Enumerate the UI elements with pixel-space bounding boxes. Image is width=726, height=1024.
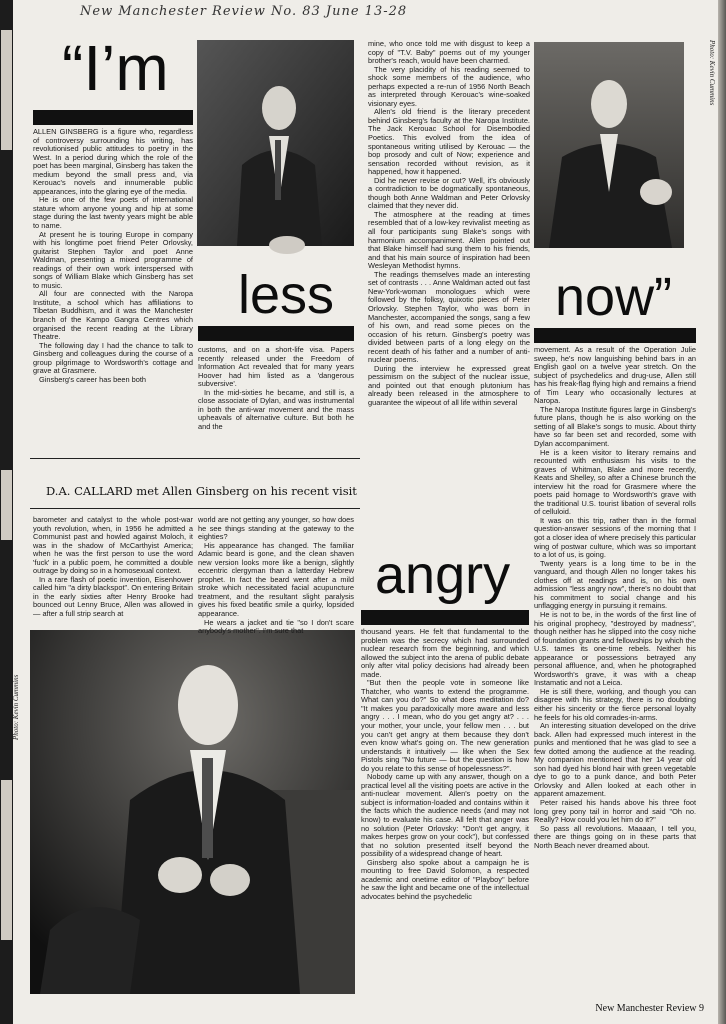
paragraph: During the interview he expressed great pessimism on the subject of the nuclear issue, and pointed out that enough plutonium has already been released in the atmosphere to guarantee the wipeout of all life within several xyxy=(368,363,530,407)
article-column-7 xyxy=(361,628,529,1000)
photo-credit-bottom: Photo: Kevin Cummins xyxy=(12,674,20,740)
divider-rule xyxy=(30,458,360,459)
divider-rule xyxy=(30,508,360,509)
article-column-5 xyxy=(33,516,193,626)
paragraph: He is a keen visitor to literary remains and recounted with enthusiasm his visits to the graves of Whitman, Blake and more recently, Keats and Shelley, so after a Chinese brunch the interview hit the road for Grasmere where the poets paid homage to Wordsworth's grave with the traditional U.S. tourist libation of several rolls of celluloid. xyxy=(534,447,696,517)
paragraph: He wears a jacket and tie "so I don't scare anybody's mother". I'm sure that xyxy=(198,617,354,636)
paragraph: ALLEN GINSBERG is a figure who, regardless of controversy surrounding his writing, has revolutionised public attitudes to poetry in the West. In a period during which the role of the poet has been marginal, Ginsberg has taken the medium beyond the small press and, via Kerouac's novels and innumerable public appearances, into the glaring eye of the media. xyxy=(33,127,193,196)
paragraph: He is still there, working, and though you can disagree with his strategy, there is no doubting either his sincerity or the fierce personal loyalty he feels for his old comrades-in-arms. xyxy=(534,686,696,722)
photo-credit-top: Photo: Kevin Cummins xyxy=(708,40,716,106)
paragraph: movement. As a result of the Operation Julie sweep, he's now languishing behind bars in an English gaol on a twelve year stretch. On the subject of psychedelics and drug-use, Allen still has his freak-flag flying high and remains a friend of Tim Leary who occasionally lectures at Naropa. xyxy=(534,345,696,406)
paragraph: customs, and on a short-life visa. Papers recently released under the Freedom of Information Act revealed that for many years Hoover had him listed as a 'dangerous subversive'. xyxy=(198,345,354,389)
right-page-edge xyxy=(718,0,726,1024)
paragraph: The very placidity of his reading seemed to shock some members of the audience, who perhaps expected a re-run of 1956 North Beach as interpreted through Kerouac's wine-soaked visionary eyes. xyxy=(368,64,530,108)
headline-bar xyxy=(361,610,529,625)
paragraph: world are not getting any younger, so how does he see things standing at the gateway to the eighties? xyxy=(198,515,354,542)
paragraph: In the mid-sixties he became, and still is, a close associate of Dylan, and was instrumental in both the anti-war movement and the mass upheavals of alternative culture. But both he and the xyxy=(198,387,354,431)
paragraph: "But then the people vote in someone like Thatcher, who wants to extend the programme. What can you do?" So what does meditation do? "It makes you paradoxically more aware and less angry . . . I mean, who do you get angry at? . . . your mother, your uncle, your fellow men . . . but you can't get angry at them because they don't even know what's going on. The new generation understands it intuitively — like when the Sex Pistols sing "No future — but the question is how do you relate to this sense of hopelessness?". xyxy=(361,678,529,773)
paragraph: Did he never revise or cut? Well, it's obviously a contradiction to be dogmatically spontaneous, though both Anne Waldman and Peter Orlovsky claimed that they never did. xyxy=(368,175,530,211)
edge-strip xyxy=(1,470,12,540)
paragraph: It was on this trip, rather than in the formal question-answer sessions of the morning that I got a closer idea of where precisely this particular wing of postwar culture, which was so important to a lot of us, is going. xyxy=(534,515,696,560)
article-column-6 xyxy=(198,515,354,636)
ginsberg-photo-bottom xyxy=(30,630,355,994)
ginsberg-photo-top-image xyxy=(197,40,354,246)
paragraph: In a rare flash of poetic invention, Eisenhower called him "a dirty blackspot". On entering Britain in the early sixties after Henry Brooke had bounced out Lenny Bruce, Allen was allowed in — after a full strip search at xyxy=(33,574,193,619)
edge-strip xyxy=(1,30,12,150)
ginsberg-photo-right xyxy=(534,42,684,248)
paragraph: He is not to be, in the words of the first line of his original prophecy, "destroyed by madness", though neither has he slipped into the cosy niche of foundation grants and fellowships by which the U.S. tames its one-time rebels. Neither his appearance or possessions betrayed any personal affluence, and, when he photographed Wordsworth's grave, it was with a cheap Instamatic and not a Leica. xyxy=(534,609,696,688)
article-column-1 xyxy=(33,128,193,440)
edge-strip xyxy=(1,780,12,940)
paragraph: An interesting situation developed on the drive back. Allen had expressed much interest in the punks and mentioned that he was glad to see a few dotted among the audience at the reading. My companion mentioned that her 14 year old son had dyed his blond hair with green vegetable dye to go to a punk dance, and both Peter Orlovsky and Allen looked at each other in apparent amazement. xyxy=(534,721,696,799)
paragraph: The following day I had the chance to talk to Ginsberg and colleagues during the course of a group pilgrimage to Wordsworth's cottage and grave at Grasmere. xyxy=(33,340,193,376)
paragraph: All four are connected with the Naropa Institute, a school which has affiliations to Tibetan Buddhism, and it was the Manchester branch of the Kampo Gangra Centres which organised the recent reading at the Library Theatre. xyxy=(33,289,193,342)
paragraph: mine, who once told me with disgust to keep a copy of "T.V. Baby" poems out of my younger brother's reach, would have been charmed. xyxy=(368,39,530,66)
headline-bar xyxy=(33,110,193,125)
paragraph: barometer and catalyst to the whole post-war youth revolution, when, in 1956 he admitted a Communist past and howled against Moloch, it was in the shadow of McCarthyist America; when he was the first person to use the word 'fuck' in a public poem, he committed a double outrage by doing so in a homosexual context. xyxy=(33,515,193,576)
paragraph: thousand years. He felt that fundamental to the problem was the secrecy which had surrounded nuclear research from the beginning, and which allowed the subject into the arena of public debate only after vital policy decisions had already been made. xyxy=(361,627,529,679)
article-column-4 xyxy=(534,346,696,1001)
paragraph: The atmosphere at the reading at times resembled that of a low-key revivalist meeting as all four participants sung Blake's songs with harmonium accompaniment. Allen pointed out that Blake himself had sung them to his friends, and that his main source of inspiration had been Wesleyan Methodist hymns. xyxy=(368,209,530,271)
article-column-3 xyxy=(368,40,530,508)
paragraph: The Naropa Institute figures large in Ginsberg's future plans, though he is also working on the setting of all Blake's songs to music. About thirty have so far been set and recorded, some with Dylan accompaniment. xyxy=(534,404,696,449)
paragraph: Twenty years is a long time to be in the vanguard, and though Allen no longer takes his clothes off at readings and is, on his own admission "less angry now", there's no doubt that his commitment to social change and his unflagging energy in pursuing it remains. xyxy=(534,558,696,611)
left-page-edge xyxy=(0,0,13,1024)
headline-bar xyxy=(198,326,354,341)
paragraph: Allen's old friend is the literary precedent behind Ginsberg's faculty at the Naropa Institute. The Jack Kerouac School for Disembodied Poetics. This evolved from the idea of spontaneous writing utilised by Kerouac — the bop prosody and cult of Now; experience and sensation recorded without revision, as it happened, how it happened. xyxy=(368,107,530,177)
paragraph: So pass all revolutions. Maaaan, I tell you, there are things going on in these parts that North Beach never dreamed about. xyxy=(534,823,696,850)
paragraph: Peter raised his hands above his three foot long grey pony tail in horror and said "Oh no. Really? How could you let him do it?" xyxy=(534,797,696,825)
paragraph: Ginsberg also spoke about a campaign he is mounting to free David Solomon, a respected academic and onetime editor of "Playboy" before he saw the light and became one of the intellectual advocates behind the psychedelic xyxy=(361,857,529,901)
headline-word-less: less xyxy=(238,265,335,325)
paragraph: Ginsberg's career has been both xyxy=(39,374,146,384)
paragraph: At present he is touring Europe in company with his longtime poet friend Peter Orlovsky, guitarist Stephen Taylor and poet Anne Waldman, presenting a mixed programme of readings of their own work interspersed with songs of William Blake which Ginsberg has set to music. xyxy=(33,229,193,290)
paragraph: The readings themselves made an interesting set of contrasts . . . Anne Waldman acted out fast New-York-woman monologues which were followed by the folksy, quixotic pieces of Peter Orlovsky. Stephen Taylor, who was born in Manchester, accompanied the songs, sang a few of his own, and read some pieces on the occasion of his return. Ginsberg's poetry was divided between parts of a long elegy on the recent death of his father and a number of anti-nuclear poems. xyxy=(368,269,530,365)
headline-word-im: “I’m xyxy=(62,32,169,104)
ginsberg-photo-bottom-image xyxy=(30,630,355,994)
headline-word-now: now” xyxy=(555,267,673,327)
byline: D.A. CALLARD met Allen Ginsberg on his recent visit xyxy=(46,484,357,498)
paragraph: His appearance has changed. The familiar Adamic beard is gone, and the clean shaven new version looks more like a benign, slightly eccentric clergyman than a latterday Hebrew prophet. In fact the beard went after a mild stroke which necessitated facial acupuncture treatment, and the resultant slight paralysis gives his fixed beatific smile a quirky, lopsided appearance. xyxy=(198,540,354,619)
paragraph: Nobody came up with any answer, though on a practical level all the visiting poets are active in the anti-nuclear movement. Allen's poetry on the subject is information-loaded and contains within it the facts which the audience needs (and may not know) to evaluate his case. All felt that anger was no solution (Peter Orlovsky: "Don't get angry, it makes herpes grow on your cock"), but confessed that no solution presented itself beyond the possibility of a widespread change of heart. xyxy=(361,772,529,859)
ginsberg-photo-top xyxy=(197,40,354,246)
ginsberg-photo-right-image xyxy=(534,42,684,248)
headline-word-angry: angry xyxy=(375,545,511,605)
headline-bar xyxy=(534,328,696,343)
article-column-2 xyxy=(198,346,354,444)
handwritten-masthead-note: New Manchester Review No. 83 June 13-28 xyxy=(80,4,408,19)
paragraph: He is one of the few poets of international stature whom anyone young and hip at some stage during the last twenty years might be able to name. xyxy=(33,195,193,231)
page-footer: New Manchester Review 9 xyxy=(595,1003,704,1014)
